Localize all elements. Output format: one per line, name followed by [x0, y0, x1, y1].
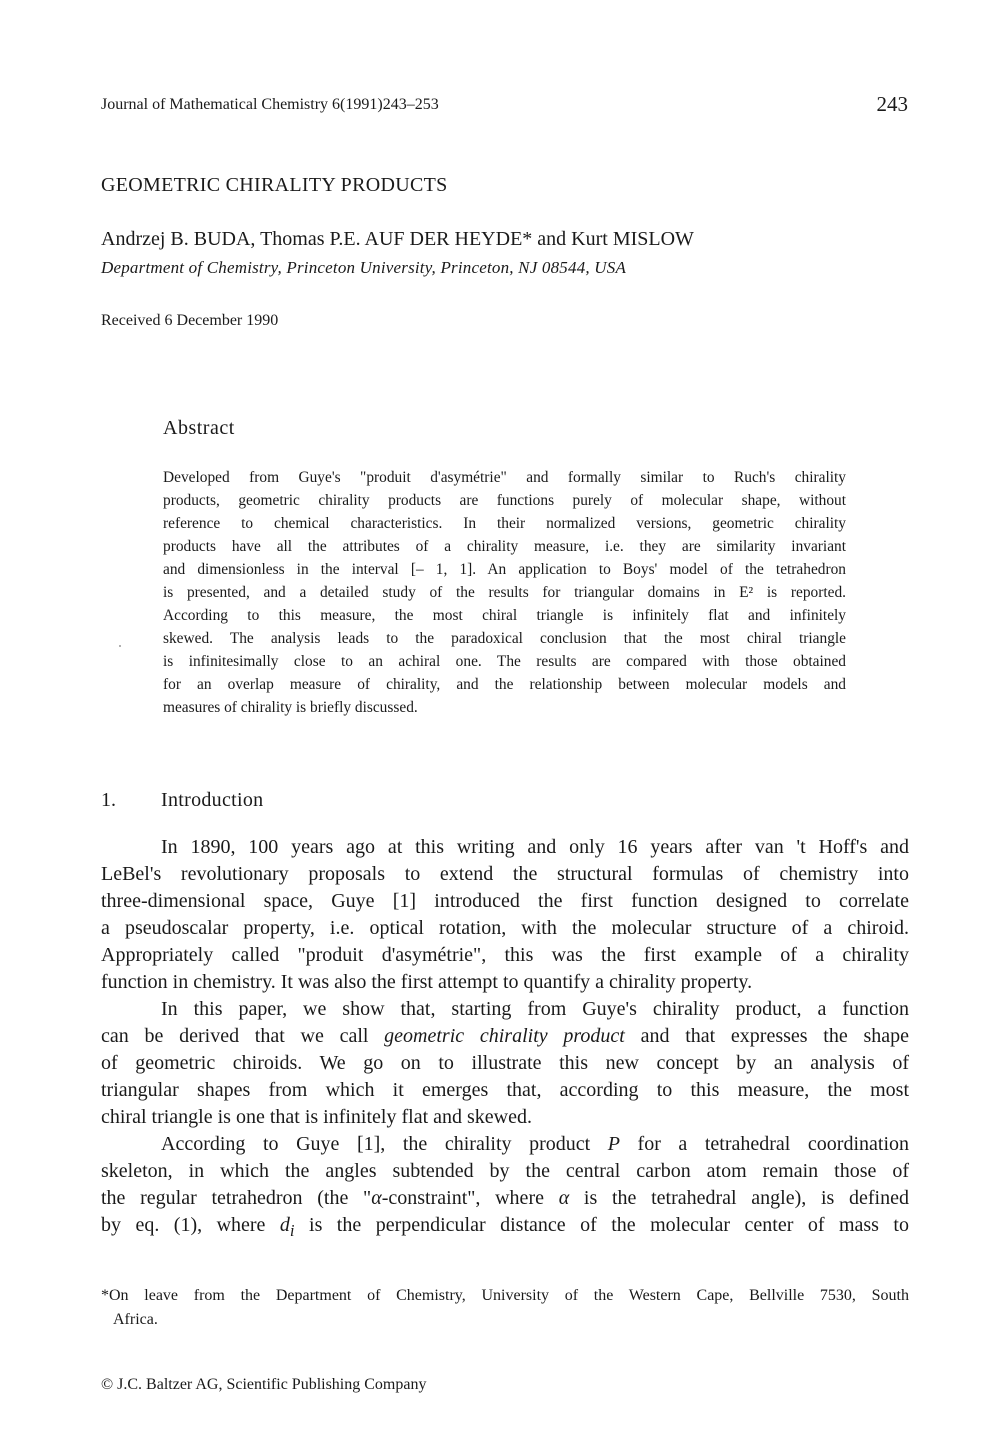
body-line: In this paper, we show that, starting from Guye's chirality product, a function	[161, 998, 909, 1020]
page-number: 243	[876, 92, 908, 116]
author-list: Andrzej B. BUDA, Thomas P.E. AUF DER HEYDE* and Kurt MISLOW	[101, 228, 694, 250]
body-line: In 1890, 100 years ago at this writing and only 16 years after van 't Hoff's and	[161, 836, 909, 858]
abstract-line: products, geometric chirality products are functions purely of molecular shape, without	[163, 492, 846, 509]
received-date: Received 6 December 1990	[101, 312, 279, 329]
math-symbol: d	[279, 1214, 290, 1236]
math-symbol: α	[371, 1187, 382, 1209]
footnote-line: Africa.	[113, 1311, 158, 1328]
body-line: Appropriately called "produit d'asymétrie", this was the first example of a chirality	[101, 944, 909, 966]
text-run: is the tetrahedral angle), is defined	[569, 1187, 909, 1209]
body-line: chiral triangle is one that is infinitely flat and skewed.	[101, 1106, 532, 1128]
text-run: is the perpendicular distance of the molecular center of mass to	[294, 1214, 909, 1236]
math-subscript: i	[289, 1221, 295, 1240]
body-line: three-dimensional space, Guye [1] introduced the first function designed to correlate	[101, 890, 909, 912]
abstract-body	[163, 466, 846, 719]
footnote-line: *On leave from the Department of Chemistry, University of the Western Cape, Bellville 7530, South	[101, 1287, 909, 1304]
abstract-line: is presented, and a detailed study of the results for triangular domains in E² is reported.	[163, 584, 846, 601]
section-number: 1.	[101, 789, 116, 811]
scan-speck	[119, 645, 121, 647]
body-line	[101, 1131, 909, 1158]
text-run: the regular tetrahedron (the "	[101, 1187, 372, 1209]
body-line: LeBel's revolutionary proposals to extend the structural formulas of chemistry into	[101, 863, 909, 885]
emphasis: P	[607, 1133, 620, 1155]
abstract-line: products have all the attributes of a chirality measure, i.e. they are similarity invariant	[163, 538, 846, 555]
paper-title: GEOMETRIC CHIRALITY PRODUCTS	[101, 174, 448, 196]
text-run: According to Guye [1], the chirality product	[161, 1133, 608, 1155]
body-line	[101, 1185, 909, 1212]
text-run: by eq. (1), where	[101, 1214, 280, 1236]
text-run: and that expresses the shape	[624, 1025, 909, 1047]
abstract-line: is infinitesimally close to an achiral one. The results are compared with those obtained	[163, 653, 846, 670]
body-line: triangular shapes from which it emerges that, according to this measure, the most	[101, 1079, 909, 1101]
abstract-line: measures of chirality is briefly discussed.	[163, 699, 418, 716]
text-run: can be derived that we call	[101, 1025, 385, 1047]
body-line	[101, 1023, 909, 1050]
body-line: skeleton, in which the angles subtended by the central carbon atom remain those of	[101, 1160, 909, 1182]
running-head: Journal of Mathematical Chemistry 6(1991)243–253	[101, 96, 439, 113]
affiliation: Department of Chemistry, Princeton University, Princeton, NJ 08544, USA	[101, 258, 627, 277]
abstract-line: According to this measure, the most chiral triangle is infinitely flat and infinitely	[163, 607, 846, 624]
abstract-line: and dimensionless in the interval [– 1, 1]. An application to Boys' model of the tetrahedron	[163, 561, 846, 578]
section-title: Introduction	[161, 789, 264, 811]
footnote	[101, 1284, 909, 1332]
abstract-line: reference to chemical characteristics. In their normalized versions, geometric chirality	[163, 515, 846, 532]
text-run: for a tetrahedral coordination	[619, 1133, 910, 1155]
text-run: -constraint", where	[381, 1187, 559, 1209]
body-line	[101, 1212, 909, 1244]
emphasis: geometric chirality product	[384, 1025, 625, 1047]
abstract-line: for an overlap measure of chirality, and the relationship between molecular models and	[163, 676, 846, 693]
copyright: © J.C. Baltzer AG, Scientific Publishing Company	[101, 1376, 427, 1393]
body-text	[101, 834, 909, 1244]
abstract-line: Developed from Guye's "produit d'asymétrie" and formally similar to Ruch's chirality	[163, 469, 846, 486]
abstract-heading: Abstract	[163, 417, 235, 439]
body-line: function in chemistry. It was also the first attempt to quantify a chirality property.	[101, 971, 753, 993]
abstract-line: skewed. The analysis leads to the paradoxical conclusion that the most chiral triangle	[163, 630, 846, 647]
math-symbol: α	[558, 1187, 570, 1209]
body-line: a pseudoscalar property, i.e. optical rotation, with the molecular structure of a chiroid.	[101, 917, 909, 939]
body-line: of geometric chiroids. We go on to illustrate this new concept by an analysis of	[101, 1052, 909, 1074]
